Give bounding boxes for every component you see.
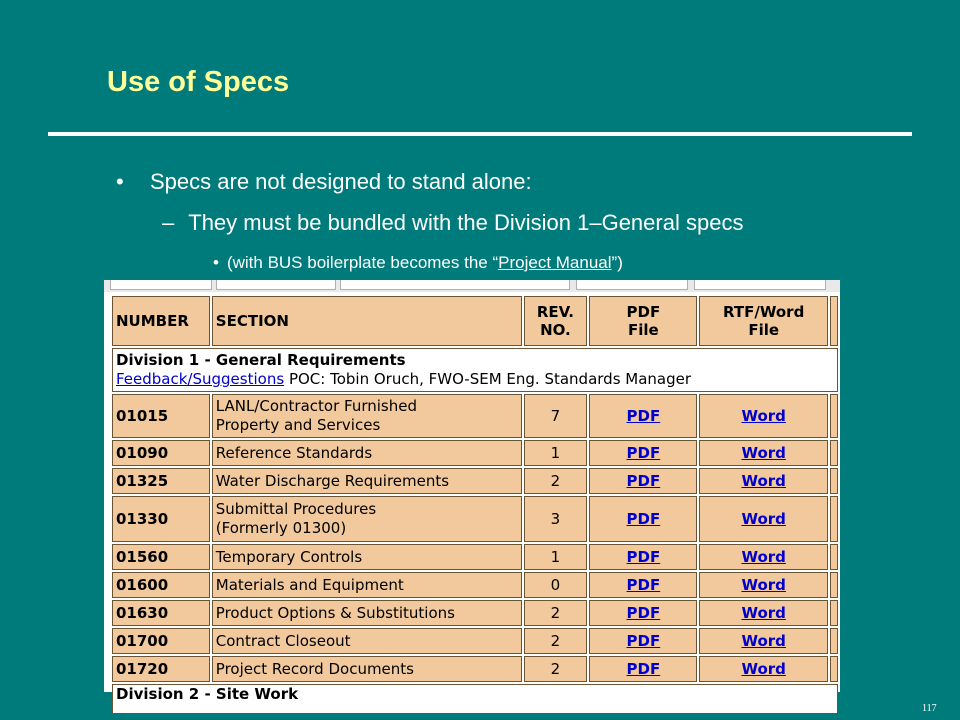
- section-line: (Formerly 01300): [215, 519, 347, 537]
- bullet-level-1: [116, 169, 532, 195]
- word-link[interactable]: Word: [741, 472, 786, 490]
- word-link[interactable]: Word: [741, 510, 786, 528]
- specs-table: [110, 294, 840, 716]
- extra-cell: [830, 600, 838, 626]
- word-cell: [699, 572, 828, 598]
- spec-section: Materials and Equipment: [212, 572, 522, 598]
- header-pdf-line1: PDF: [626, 303, 661, 321]
- rev-number: 2: [524, 600, 588, 626]
- extra-cell: [830, 440, 838, 466]
- spec-section: [212, 394, 522, 438]
- rev-number: 1: [524, 440, 588, 466]
- slide-title: Use of Specs: [107, 66, 290, 98]
- project-manual-link[interactable]: Project Manual: [498, 253, 612, 272]
- table-header-row: [112, 296, 838, 346]
- table-row: [112, 544, 838, 570]
- header-extra: [830, 296, 838, 346]
- word-cell: [699, 496, 828, 542]
- pdf-cell: [589, 628, 697, 654]
- extra-cell: [830, 656, 838, 682]
- word-cell: [699, 544, 828, 570]
- table-row: [112, 628, 838, 654]
- dash-marker: –: [162, 210, 175, 235]
- word-cell: [699, 656, 828, 682]
- pdf-link[interactable]: PDF: [626, 510, 661, 528]
- spec-number: 01090: [112, 440, 210, 466]
- division-1-poc: POC: Tobin Oruch, FWO-SEM Eng. Standards Manager: [288, 370, 692, 388]
- pdf-link[interactable]: PDF: [626, 548, 661, 566]
- pdf-link[interactable]: PDF: [626, 576, 661, 594]
- pdf-cell: [589, 544, 697, 570]
- spec-section: Water Discharge Requirements: [212, 468, 522, 494]
- division-1-cell: [112, 348, 838, 392]
- pdf-link[interactable]: PDF: [626, 472, 661, 490]
- bullet-prefix: (with BUS boilerplate becomes the “: [226, 253, 499, 272]
- spec-number: 01015: [112, 394, 210, 438]
- header-section: SECTION: [212, 296, 522, 346]
- bullet-level-2: [162, 210, 743, 236]
- word-cell: [699, 440, 828, 466]
- word-link[interactable]: Word: [741, 576, 786, 594]
- pdf-link[interactable]: PDF: [626, 407, 661, 425]
- header-rtf-word-file: [699, 296, 828, 346]
- spec-section: Contract Closeout: [212, 628, 522, 654]
- pdf-cell: [589, 394, 697, 438]
- table-row: [112, 656, 838, 682]
- pdf-link[interactable]: PDF: [626, 604, 661, 622]
- table-top-strip: [104, 280, 840, 292]
- pdf-cell: [589, 656, 697, 682]
- bullet-marker: •: [116, 169, 124, 194]
- word-cell: [699, 468, 828, 494]
- table-row: [112, 572, 838, 598]
- spec-section: Product Options & Substitutions: [212, 600, 522, 626]
- title-divider: [48, 132, 912, 136]
- pdf-cell: [589, 496, 697, 542]
- extra-cell: [830, 468, 838, 494]
- spec-section: Reference Standards: [212, 440, 522, 466]
- rev-number: 2: [524, 628, 588, 654]
- word-link[interactable]: Word: [741, 660, 786, 678]
- word-link[interactable]: Word: [741, 548, 786, 566]
- extra-cell: [830, 572, 838, 598]
- extra-cell: [830, 628, 838, 654]
- pdf-link[interactable]: PDF: [626, 444, 661, 462]
- bullet-marker: •: [213, 253, 219, 272]
- word-link[interactable]: Word: [741, 407, 786, 425]
- specs-table-screenshot: [104, 280, 840, 703]
- division-1-title: Division 1 - General Requirements: [116, 351, 406, 369]
- page-number: 117: [922, 703, 937, 714]
- word-link[interactable]: Word: [741, 632, 786, 650]
- rev-number: 0: [524, 572, 588, 598]
- spec-number: 01700: [112, 628, 210, 654]
- pdf-link[interactable]: PDF: [626, 632, 661, 650]
- division-1-row: [112, 348, 838, 392]
- header-pdf-line2: File: [628, 321, 659, 339]
- header-pdf-file: [589, 296, 697, 346]
- rev-number: 2: [524, 656, 588, 682]
- word-cell: [699, 600, 828, 626]
- section-line: Submittal Procedures: [215, 500, 377, 518]
- bullet-suffix: ”): [611, 253, 623, 272]
- spec-section: [212, 496, 522, 542]
- division-2-row: [112, 684, 838, 714]
- pdf-cell: [589, 572, 697, 598]
- spec-section: Temporary Controls: [212, 544, 522, 570]
- header-rev-line2: NO.: [540, 321, 571, 339]
- spec-number: 01630: [112, 600, 210, 626]
- rev-number: 3: [524, 496, 588, 542]
- header-rtf-line1: RTF/Word: [723, 303, 805, 321]
- section-line: LANL/Contractor Furnished: [215, 397, 417, 415]
- spec-number: 01560: [112, 544, 210, 570]
- table-row: [112, 600, 838, 626]
- extra-cell: [830, 544, 838, 570]
- table-row: [112, 496, 838, 542]
- rev-number: 1: [524, 544, 588, 570]
- word-link[interactable]: Word: [741, 604, 786, 622]
- header-rev-no: [524, 296, 588, 346]
- section-line: Property and Services: [215, 416, 381, 434]
- pdf-link[interactable]: PDF: [626, 660, 661, 678]
- rev-number: 7: [524, 394, 588, 438]
- division-2-cell: Division 2 - Site Work: [112, 684, 838, 714]
- bullet-level-3: [213, 253, 623, 273]
- rev-number: 2: [524, 468, 588, 494]
- spec-number: 01600: [112, 572, 210, 598]
- header-number: NUMBER: [112, 296, 210, 346]
- header-rev-line1: REV.: [536, 303, 574, 321]
- pdf-cell: [589, 600, 697, 626]
- table-row: [112, 468, 838, 494]
- extra-cell: [830, 394, 838, 438]
- bullet-text: They must be bundled with the Division 1–General specs: [188, 210, 744, 235]
- table-row: [112, 394, 838, 438]
- word-cell: [699, 628, 828, 654]
- pdf-cell: [589, 468, 697, 494]
- feedback-suggestions-link[interactable]: Feedback/Suggestions: [116, 370, 285, 388]
- extra-cell: [830, 496, 838, 542]
- spec-section: Project Record Documents: [212, 656, 522, 682]
- spec-number: 01330: [112, 496, 210, 542]
- bullet-text: Specs are not designed to stand alone:: [150, 169, 532, 194]
- word-cell: [699, 394, 828, 438]
- pdf-cell: [589, 440, 697, 466]
- word-link[interactable]: Word: [741, 444, 786, 462]
- header-rtf-line2: File: [748, 321, 780, 339]
- spec-number: 01325: [112, 468, 210, 494]
- bullet-text: [227, 253, 623, 272]
- table-row: [112, 440, 838, 466]
- spec-number: 01720: [112, 656, 210, 682]
